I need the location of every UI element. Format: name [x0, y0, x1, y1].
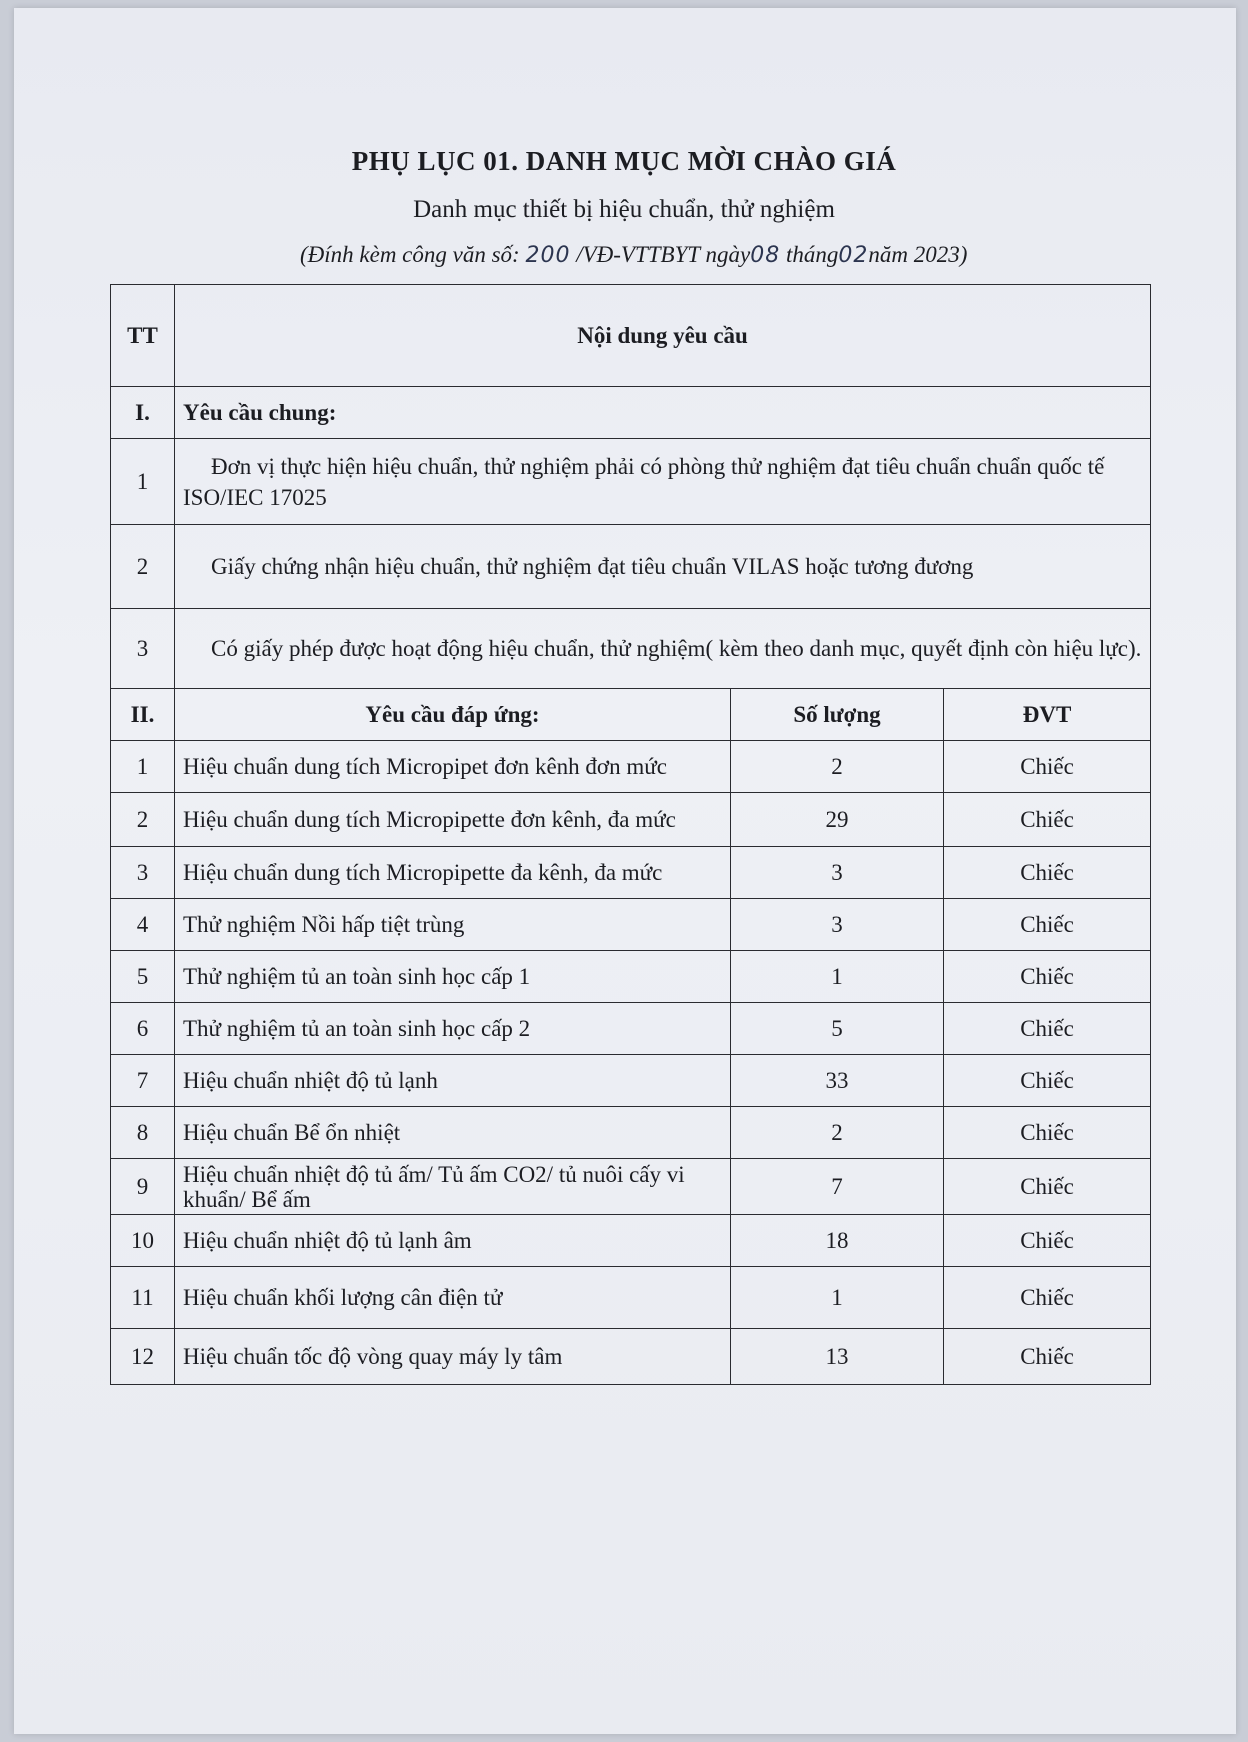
- section-1-row: [111, 387, 1151, 439]
- section-1-num: I.: [111, 387, 175, 439]
- general-req-text: Giấy chứng nhận hiệu chuẩn, thử nghiệm đạt tiêu chuẩn VILAS hoặc tương đương: [175, 525, 1151, 609]
- handwritten-month: 02: [838, 243, 869, 268]
- year-text: năm 2023): [868, 242, 968, 267]
- requirements-table: [110, 284, 1151, 1385]
- item-quantity: 7: [731, 1159, 944, 1215]
- item-quantity: 5: [731, 1003, 944, 1055]
- month-label: tháng: [786, 242, 839, 267]
- table-row: [111, 1003, 1151, 1055]
- section-2-label: Yêu cầu đáp ứng:: [175, 689, 731, 741]
- header-unit: ĐVT: [944, 689, 1151, 741]
- item-quantity: 2: [731, 1107, 944, 1159]
- attachment-line: [300, 242, 967, 268]
- table-row: [111, 1267, 1151, 1329]
- table-row: [111, 847, 1151, 899]
- item-name: Hiệu chuẩn dung tích Micropipette đơn kênh, đa mức: [175, 793, 731, 847]
- table-row: [111, 951, 1151, 1003]
- general-req-text: Đơn vị thực hiện hiệu chuẩn, thử nghiệm phải có phòng thử nghiệm đạt tiêu chuẩn chuẩn quốc tế ISO/IEC 17025: [175, 439, 1151, 525]
- item-num: 5: [111, 951, 175, 1003]
- item-unit: Chiếc: [944, 847, 1151, 899]
- general-req-num: 1: [111, 439, 175, 525]
- item-num: 1: [111, 741, 175, 793]
- table-row: [111, 1107, 1151, 1159]
- general-requirement-row: [111, 525, 1151, 609]
- item-name: Hiệu chuẩn nhiệt độ tủ ấm/ Tủ ấm CO2/ tủ nuôi cấy vi khuẩn/ Bể ấm: [175, 1159, 731, 1215]
- item-quantity: 13: [731, 1329, 944, 1385]
- attach-mid: /VĐ-VTTBYT ngày: [576, 242, 751, 267]
- item-num: 4: [111, 899, 175, 951]
- section-1-label: Yêu cầu chung:: [175, 387, 1151, 439]
- table-header-row: [111, 285, 1151, 387]
- item-unit: Chiếc: [944, 899, 1151, 951]
- item-num: 9: [111, 1159, 175, 1215]
- item-unit: Chiếc: [944, 1159, 1151, 1215]
- general-requirement-row: [111, 439, 1151, 525]
- table-row: [111, 1055, 1151, 1107]
- general-req-num: 2: [111, 525, 175, 609]
- table-row: [111, 899, 1151, 951]
- item-unit: Chiếc: [944, 1055, 1151, 1107]
- header-content: Nội dung yêu cầu: [175, 285, 1151, 387]
- document-subtitle: Danh mục thiết bị hiệu chuẩn, thử nghiệm: [413, 196, 835, 223]
- item-num: 7: [111, 1055, 175, 1107]
- general-req-text: Có giấy phép được hoạt động hiệu chuẩn, thử nghiệm( kèm theo danh mục, quyết định còn hiệu lực).: [175, 609, 1151, 689]
- item-unit: Chiếc: [944, 1329, 1151, 1385]
- section-2-num: II.: [111, 689, 175, 741]
- item-quantity: 18: [731, 1215, 944, 1267]
- item-quantity: 1: [731, 951, 944, 1003]
- item-name: Thử nghiệm tủ an toàn sinh học cấp 2: [175, 1003, 731, 1055]
- item-num: 3: [111, 847, 175, 899]
- header-tt: TT: [111, 285, 175, 387]
- item-num: 8: [111, 1107, 175, 1159]
- item-quantity: 2: [731, 741, 944, 793]
- item-name: Hiệu chuẩn nhiệt độ tủ lạnh âm: [175, 1215, 731, 1267]
- item-unit: Chiếc: [944, 1267, 1151, 1329]
- table-row: [111, 1215, 1151, 1267]
- general-req-num: 3: [111, 609, 175, 689]
- item-quantity: 33: [731, 1055, 944, 1107]
- item-quantity: 1: [731, 1267, 944, 1329]
- item-num: 11: [111, 1267, 175, 1329]
- item-unit: Chiếc: [944, 1107, 1151, 1159]
- general-requirement-row: [111, 609, 1151, 689]
- item-unit: Chiếc: [944, 1215, 1151, 1267]
- attach-prefix: (Đính kèm công văn số:: [300, 242, 520, 267]
- table-row: [111, 1329, 1151, 1385]
- item-name: Hiệu chuẩn tốc độ vòng quay máy ly tâm: [175, 1329, 731, 1385]
- header-quantity: Số lượng: [731, 689, 944, 741]
- item-name: Hiệu chuẩn Bể ổn nhiệt: [175, 1107, 731, 1159]
- item-quantity: 29: [731, 793, 944, 847]
- item-name: Thử nghiệm Nồi hấp tiệt trùng: [175, 899, 731, 951]
- item-unit: Chiếc: [944, 741, 1151, 793]
- item-name: Hiệu chuẩn dung tích Micropipette đa kênh, đa mức: [175, 847, 731, 899]
- item-num: 6: [111, 1003, 175, 1055]
- item-num: 10: [111, 1215, 175, 1267]
- handwritten-doc-number: 200: [525, 243, 571, 268]
- item-unit: Chiếc: [944, 1003, 1151, 1055]
- item-quantity: 3: [731, 899, 944, 951]
- document-title: PHỤ LỤC 01. DANH MỤC MỜI CHÀO GIÁ: [351, 146, 897, 176]
- item-name: Thử nghiệm tủ an toàn sinh học cấp 1: [175, 951, 731, 1003]
- table-row: [111, 793, 1151, 847]
- item-unit: Chiếc: [944, 793, 1151, 847]
- item-name: Hiệu chuẩn khối lượng cân điện tử: [175, 1267, 731, 1329]
- table-row: [111, 1159, 1151, 1215]
- table-row: [111, 741, 1151, 793]
- item-quantity: 3: [731, 847, 944, 899]
- item-num: 12: [111, 1329, 175, 1385]
- item-name: Hiệu chuẩn dung tích Micropipet đơn kênh đơn mức: [175, 741, 731, 793]
- item-name: Hiệu chuẩn nhiệt độ tủ lạnh: [175, 1055, 731, 1107]
- handwritten-day: 08: [750, 243, 781, 268]
- section-2-header-row: [111, 689, 1151, 741]
- item-num: 2: [111, 793, 175, 847]
- item-unit: Chiếc: [944, 951, 1151, 1003]
